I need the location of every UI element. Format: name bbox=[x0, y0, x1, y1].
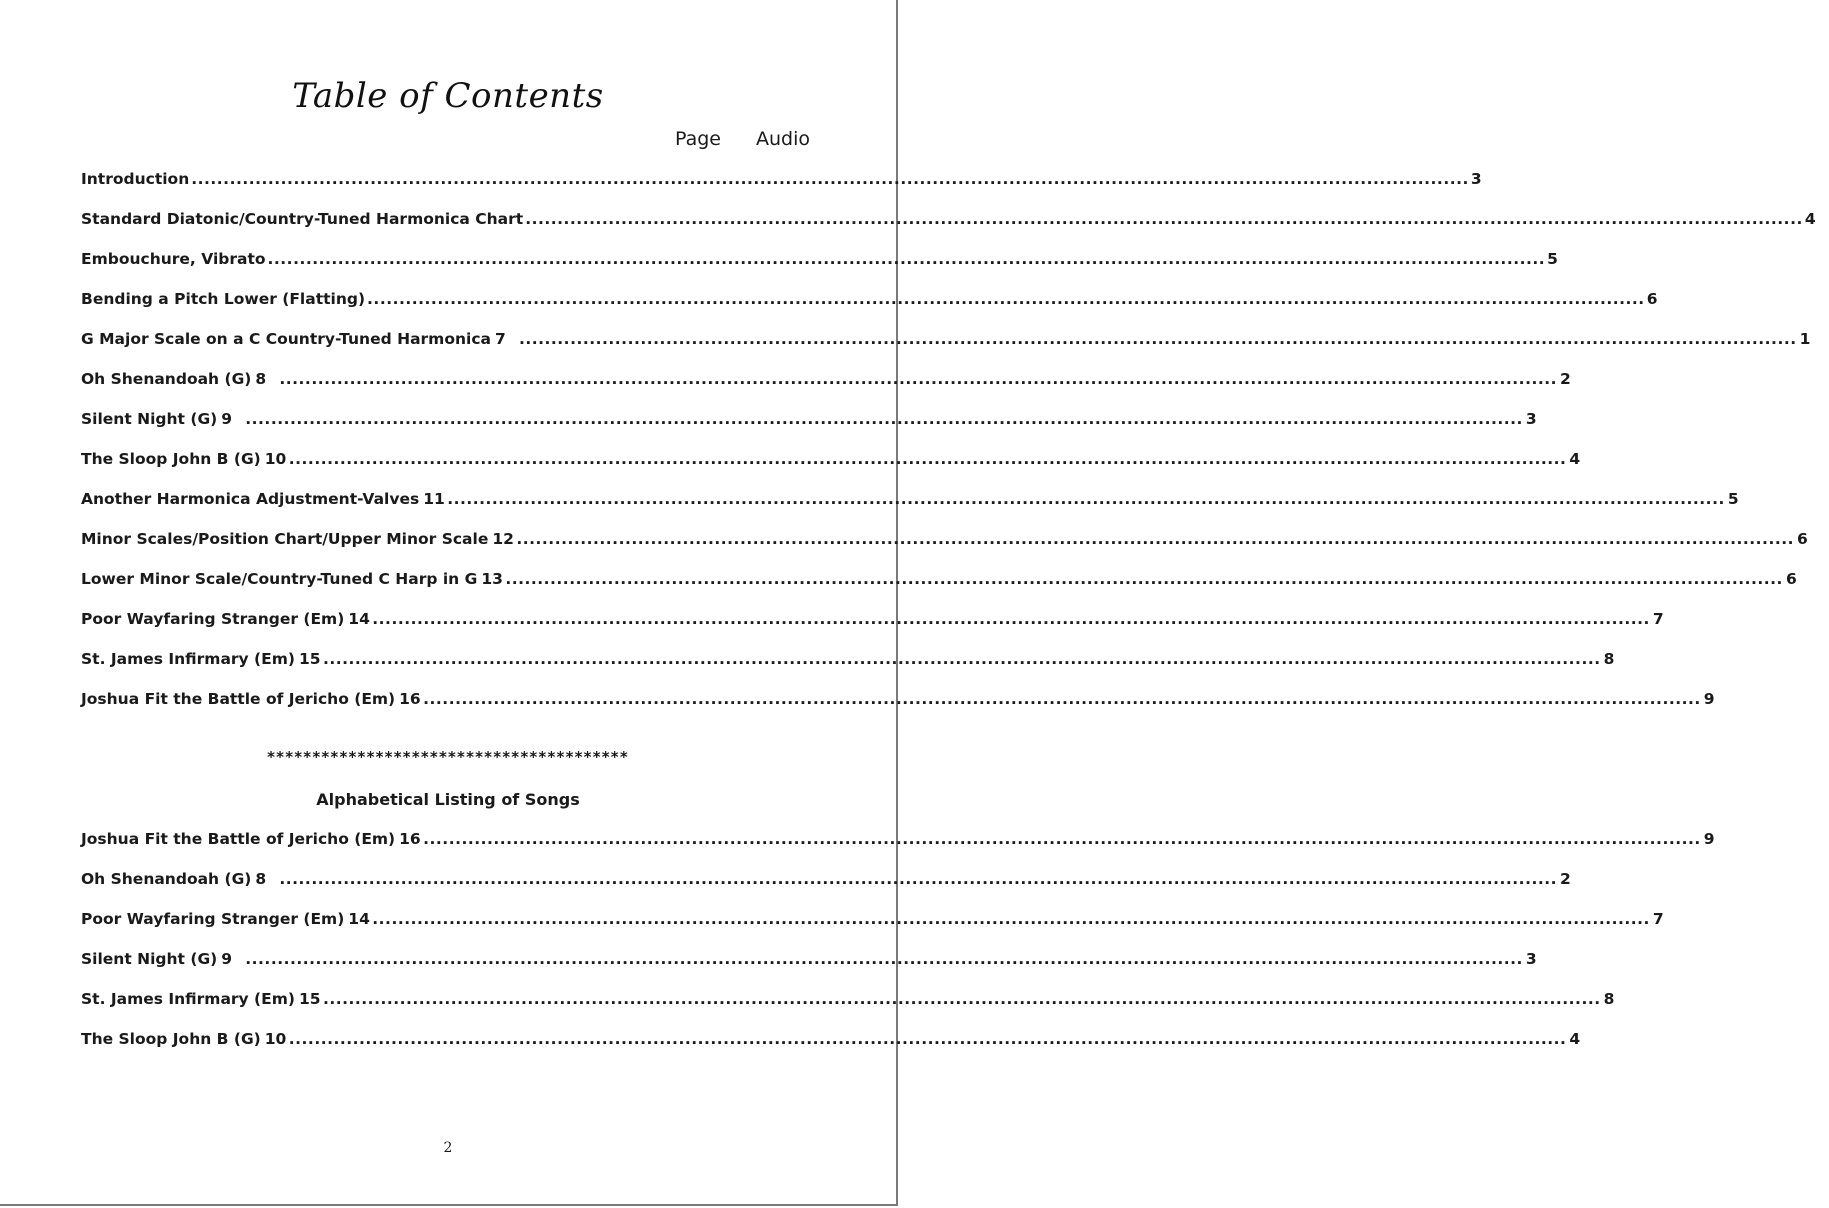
audio-cell bbox=[516, 530, 1807, 548]
toc-entry bbox=[81, 990, 1615, 1030]
page-column-header: Page bbox=[675, 128, 721, 150]
toc-entry-title: Minor Scales/Position Chart/Upper Minor Scale bbox=[81, 530, 489, 548]
audio-cell bbox=[519, 330, 1810, 348]
audio-cell bbox=[372, 910, 1663, 928]
toc-entry-audio-track: 4 bbox=[1569, 1030, 1581, 1048]
audio-leader-dots: ........................................................................................................................................................................................................ bbox=[279, 870, 1558, 888]
audio-leader-dots: ........................................................................................................................................................................................................ bbox=[505, 570, 1783, 588]
toc-entry bbox=[81, 1030, 1581, 1070]
toc-entry-page: 15 bbox=[298, 990, 321, 1008]
toc-entry-audio-track: 4 bbox=[1569, 450, 1581, 468]
toc-entry-title: Bending a Pitch Lower (Flatting) bbox=[81, 290, 366, 308]
leader-dots: ........................................................................................................................................................................................................ bbox=[367, 290, 1645, 308]
toc-entry-audio-track: 5 bbox=[1727, 490, 1739, 508]
toc-entry bbox=[81, 950, 1537, 990]
toc-entry-page: 5 bbox=[1547, 250, 1558, 268]
audio-leader-dots: ........................................................................................................................................................................................................ bbox=[447, 490, 1725, 508]
toc-entry-page: 15 bbox=[298, 650, 321, 668]
toc-entry-title: Joshua Fit the Battle of Jericho (Em) bbox=[81, 690, 396, 708]
toc-entry-title: St. James Infirmary (Em) bbox=[81, 990, 295, 1008]
toc-entry bbox=[81, 830, 1715, 870]
toc-entry-title: Standard Diatonic/Country-Tuned Harmonica Chart bbox=[81, 210, 524, 228]
toc-entry-audio-track: 1 bbox=[1799, 330, 1811, 348]
toc-entry bbox=[81, 450, 1581, 490]
toc-entry bbox=[81, 650, 1615, 690]
toc-entry bbox=[81, 210, 1816, 250]
toc-entry-title: Poor Wayfaring Stranger (Em) bbox=[81, 610, 345, 628]
toc-entry-audio-track: 2 bbox=[1560, 370, 1571, 388]
toc-entry bbox=[81, 290, 1658, 330]
audio-leader-dots: ........................................................................................................................................................................................................ bbox=[423, 690, 1701, 708]
toc-entry bbox=[81, 250, 1558, 290]
audio-cell bbox=[279, 870, 1570, 888]
toc-entry-title: Introduction bbox=[81, 170, 190, 188]
toc-entry-page: 13 bbox=[481, 570, 503, 588]
toc-entry-title: St. James Infirmary (Em) bbox=[81, 650, 295, 668]
audio-cell bbox=[423, 830, 1714, 848]
audio-leader-dots: ........................................................................................................................................................................................................ bbox=[322, 990, 1601, 1008]
audio-cell bbox=[323, 650, 1614, 668]
toc-entry-page: 4 bbox=[1804, 210, 1816, 228]
toc-entry-title: Poor Wayfaring Stranger (Em) bbox=[81, 910, 345, 928]
audio-cell bbox=[279, 370, 1570, 388]
toc-entry-page: 8 bbox=[255, 870, 267, 888]
audio-leader-dots: ........................................................................................................................................................................................................ bbox=[372, 610, 1650, 628]
toc-entry-title: Lower Minor Scale/Country-Tuned C Harp in G bbox=[81, 570, 478, 588]
audio-leader-dots: ........................................................................................................................................................................................................ bbox=[372, 910, 1650, 928]
toc-entry-title: Oh Shenandoah (G) bbox=[81, 870, 252, 888]
toc-entry-page: 16 bbox=[399, 830, 421, 848]
toc-entry-audio-track: 9 bbox=[1703, 690, 1715, 708]
toc-entry-page: 10 bbox=[264, 1030, 287, 1048]
toc-entry-title: The Sloop John B (G) bbox=[81, 450, 261, 468]
toc-entry-page: 10 bbox=[264, 450, 287, 468]
toc-entry-audio-track: 3 bbox=[1525, 950, 1537, 968]
audio-cell bbox=[323, 990, 1614, 1008]
toc-entry bbox=[81, 690, 1715, 730]
toc-entry bbox=[81, 330, 1811, 370]
toc-entry-page: 12 bbox=[492, 530, 514, 548]
leader-dots: ........................................................................................................................................................................................................ bbox=[267, 250, 1546, 268]
audio-leader-dots: ........................................................................................................................................................................................................ bbox=[288, 450, 1567, 468]
audio-cell bbox=[423, 690, 1714, 708]
toc-entry-audio-track: 3 bbox=[1525, 410, 1537, 428]
toc-entry bbox=[81, 530, 1808, 570]
page-title: Table of Contents bbox=[292, 76, 604, 116]
audio-leader-dots: ........................................................................................................................................................................................................ bbox=[423, 830, 1701, 848]
audio-cell bbox=[372, 610, 1663, 628]
toc-entry-title: The Sloop John B (G) bbox=[81, 1030, 261, 1048]
toc-entry-title: Silent Night (G) bbox=[81, 950, 218, 968]
toc-entry-title: Silent Night (G) bbox=[81, 410, 218, 428]
toc-entry-audio-track: 8 bbox=[1603, 990, 1615, 1008]
toc-entry bbox=[81, 870, 1571, 910]
toc-entry-audio-track: 2 bbox=[1560, 870, 1571, 888]
alphabetical-list bbox=[81, 830, 1715, 1070]
audio-leader-dots: ........................................................................................................................................................................................................ bbox=[245, 950, 1523, 968]
toc-entry-page: 9 bbox=[221, 410, 233, 428]
leader-dots: ........................................................................................................................................................................................................ bbox=[191, 170, 1469, 188]
toc-entry-page: 3 bbox=[1470, 170, 1482, 188]
toc-entry-audio-track: 7 bbox=[1652, 610, 1664, 628]
toc-entry-page: 9 bbox=[221, 950, 233, 968]
audio-column-header: Audio bbox=[756, 128, 811, 150]
page-number: 2 bbox=[443, 1140, 453, 1156]
audio-leader-dots: ........................................................................................................................................................................................................ bbox=[322, 650, 1601, 668]
toc-entry-page: 8 bbox=[255, 370, 267, 388]
audio-cell bbox=[245, 950, 1536, 968]
toc-entry-page: 14 bbox=[348, 910, 370, 928]
toc-entry-title: Another Harmonica Adjustment-Valves bbox=[81, 490, 420, 508]
toc-entry-audio-track: 6 bbox=[1785, 570, 1797, 588]
audio-cell bbox=[245, 410, 1536, 428]
toc-entry bbox=[81, 910, 1664, 950]
audio-leader-dots: ........................................................................................................................................................................................................ bbox=[518, 330, 1797, 348]
toc-entry-title: G Major Scale on a C Country-Tuned Harmonica bbox=[81, 330, 491, 348]
toc-entry-title: Embouchure, Vibrato bbox=[81, 250, 266, 268]
toc-entry bbox=[81, 610, 1664, 650]
audio-leader-dots: ........................................................................................................................................................................................................ bbox=[516, 530, 1794, 548]
audio-cell bbox=[505, 570, 1796, 588]
toc-entry-audio-track: 8 bbox=[1603, 650, 1615, 668]
leader-dots: ........................................................................................................................................................................................................ bbox=[525, 210, 1803, 228]
toc-entry-page: 11 bbox=[423, 490, 445, 508]
toc-entry-page: 7 bbox=[494, 330, 506, 348]
toc-entry bbox=[81, 170, 1482, 210]
toc-entry-title: Joshua Fit the Battle of Jericho (Em) bbox=[81, 830, 396, 848]
toc-entry bbox=[81, 570, 1797, 610]
toc-entry-page: 16 bbox=[399, 690, 421, 708]
toc-entry bbox=[81, 410, 1537, 450]
audio-leader-dots: ........................................................................................................................................................................................................ bbox=[288, 1030, 1567, 1048]
audio-leader-dots: ........................................................................................................................................................................................................ bbox=[279, 370, 1558, 388]
audio-cell bbox=[289, 1030, 1580, 1048]
toc-entry-page: 6 bbox=[1646, 290, 1658, 308]
audio-leader-dots: ........................................................................................................................................................................................................ bbox=[245, 410, 1523, 428]
toc-entry-title: Oh Shenandoah (G) bbox=[81, 370, 252, 388]
toc-entry-page: 14 bbox=[348, 610, 370, 628]
contents-list bbox=[81, 170, 1816, 730]
toc-entry-audio-track: 7 bbox=[1652, 910, 1664, 928]
alphabetical-heading: Alphabetical Listing of Songs bbox=[316, 790, 580, 809]
separator-stars: **************************************** bbox=[267, 748, 629, 766]
audio-cell bbox=[289, 450, 1580, 468]
toc-entry bbox=[81, 370, 1571, 410]
toc-entry-audio-track: 6 bbox=[1797, 530, 1808, 548]
audio-cell bbox=[447, 490, 1738, 508]
toc-entry-audio-track: 9 bbox=[1703, 830, 1715, 848]
toc-entry bbox=[81, 490, 1739, 530]
